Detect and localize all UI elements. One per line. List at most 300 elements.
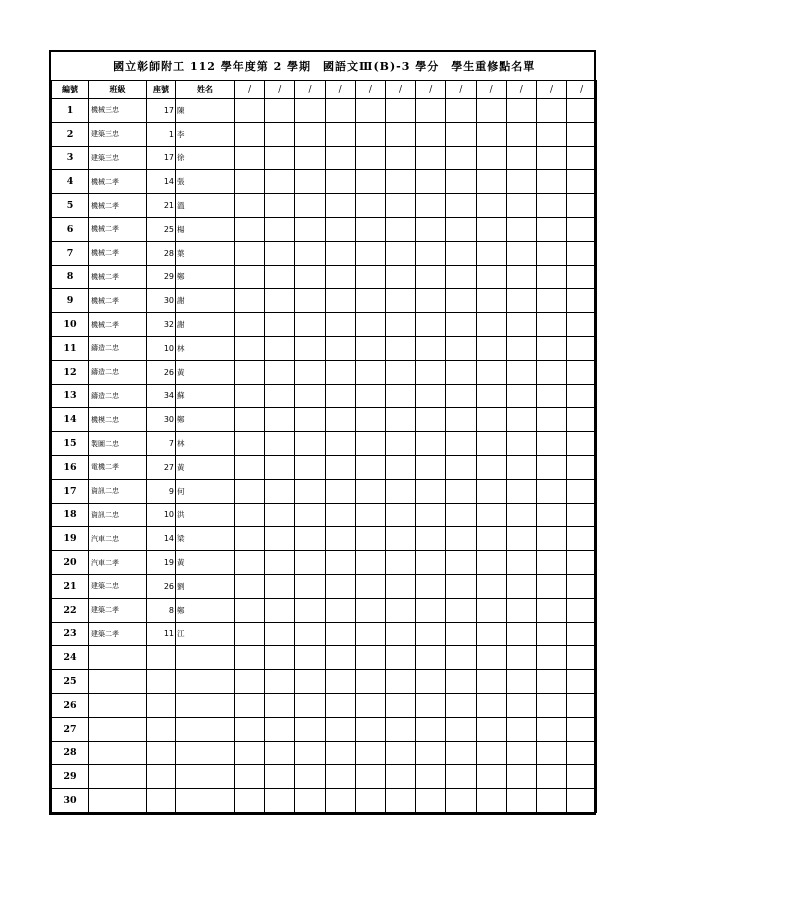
attendance-cell[interactable]	[295, 503, 325, 527]
attendance-cell[interactable]	[235, 574, 265, 598]
attendance-cell[interactable]	[416, 670, 446, 694]
attendance-cell[interactable]	[446, 741, 476, 765]
attendance-cell[interactable]	[446, 217, 476, 241]
attendance-cell[interactable]	[355, 503, 385, 527]
attendance-cell[interactable]	[295, 408, 325, 432]
attendance-cell[interactable]	[355, 693, 385, 717]
attendance-cell[interactable]	[295, 789, 325, 813]
attendance-cell[interactable]	[235, 170, 265, 194]
attendance-cell[interactable]	[416, 622, 446, 646]
attendance-cell[interactable]	[476, 313, 506, 337]
attendance-cell[interactable]	[355, 194, 385, 218]
attendance-cell[interactable]	[567, 217, 597, 241]
attendance-cell[interactable]	[325, 146, 355, 170]
attendance-cell[interactable]	[476, 455, 506, 479]
attendance-cell[interactable]	[446, 789, 476, 813]
attendance-cell[interactable]	[265, 455, 295, 479]
attendance-cell[interactable]	[295, 384, 325, 408]
attendance-cell[interactable]	[476, 217, 506, 241]
attendance-cell[interactable]	[355, 455, 385, 479]
attendance-cell[interactable]	[235, 551, 265, 575]
attendance-cell[interactable]	[385, 194, 415, 218]
attendance-cell[interactable]	[235, 670, 265, 694]
attendance-cell[interactable]	[265, 217, 295, 241]
attendance-cell[interactable]	[446, 574, 476, 598]
attendance-cell[interactable]	[265, 122, 295, 146]
attendance-cell[interactable]	[355, 313, 385, 337]
attendance-cell[interactable]	[567, 408, 597, 432]
attendance-cell[interactable]	[416, 551, 446, 575]
attendance-cell[interactable]	[446, 432, 476, 456]
attendance-cell[interactable]	[476, 289, 506, 313]
attendance-cell[interactable]	[355, 527, 385, 551]
attendance-cell[interactable]	[235, 527, 265, 551]
attendance-cell[interactable]	[295, 455, 325, 479]
attendance-cell[interactable]	[536, 646, 566, 670]
attendance-cell[interactable]	[325, 789, 355, 813]
attendance-cell[interactable]	[295, 289, 325, 313]
attendance-cell[interactable]	[385, 598, 415, 622]
attendance-cell[interactable]	[536, 693, 566, 717]
attendance-cell[interactable]	[265, 408, 295, 432]
attendance-cell[interactable]	[355, 122, 385, 146]
attendance-cell[interactable]	[385, 122, 415, 146]
attendance-cell[interactable]	[506, 432, 536, 456]
attendance-cell[interactable]	[476, 384, 506, 408]
attendance-cell[interactable]	[476, 503, 506, 527]
attendance-cell[interactable]	[446, 408, 476, 432]
attendance-cell[interactable]	[416, 170, 446, 194]
attendance-cell[interactable]	[567, 313, 597, 337]
attendance-cell[interactable]	[355, 360, 385, 384]
attendance-cell[interactable]	[567, 336, 597, 360]
attendance-cell[interactable]	[235, 265, 265, 289]
attendance-cell[interactable]	[536, 336, 566, 360]
attendance-cell[interactable]	[567, 693, 597, 717]
attendance-cell[interactable]	[476, 741, 506, 765]
attendance-cell[interactable]	[446, 289, 476, 313]
attendance-cell[interactable]	[416, 455, 446, 479]
attendance-cell[interactable]	[385, 789, 415, 813]
attendance-cell[interactable]	[385, 170, 415, 194]
attendance-cell[interactable]	[385, 551, 415, 575]
attendance-cell[interactable]	[235, 598, 265, 622]
attendance-cell[interactable]	[476, 574, 506, 598]
attendance-cell[interactable]	[506, 194, 536, 218]
attendance-cell[interactable]	[385, 384, 415, 408]
attendance-cell[interactable]	[536, 170, 566, 194]
attendance-cell[interactable]	[416, 527, 446, 551]
attendance-cell[interactable]	[506, 598, 536, 622]
attendance-cell[interactable]	[385, 265, 415, 289]
attendance-cell[interactable]	[506, 217, 536, 241]
attendance-cell[interactable]	[325, 170, 355, 194]
attendance-cell[interactable]	[536, 598, 566, 622]
attendance-cell[interactable]	[506, 646, 536, 670]
attendance-cell[interactable]	[567, 479, 597, 503]
attendance-cell[interactable]	[385, 503, 415, 527]
attendance-cell[interactable]	[476, 99, 506, 123]
attendance-cell[interactable]	[567, 527, 597, 551]
attendance-cell[interactable]	[235, 241, 265, 265]
attendance-cell[interactable]	[476, 336, 506, 360]
attendance-cell[interactable]	[295, 598, 325, 622]
attendance-cell[interactable]	[325, 670, 355, 694]
attendance-cell[interactable]	[235, 336, 265, 360]
attendance-cell[interactable]	[235, 146, 265, 170]
attendance-cell[interactable]	[416, 741, 446, 765]
attendance-cell[interactable]	[567, 241, 597, 265]
attendance-cell[interactable]	[325, 646, 355, 670]
attendance-cell[interactable]	[295, 241, 325, 265]
attendance-cell[interactable]	[355, 765, 385, 789]
attendance-cell[interactable]	[506, 313, 536, 337]
attendance-cell[interactable]	[265, 313, 295, 337]
attendance-cell[interactable]	[295, 313, 325, 337]
attendance-cell[interactable]	[536, 527, 566, 551]
attendance-cell[interactable]	[265, 646, 295, 670]
attendance-cell[interactable]	[567, 99, 597, 123]
attendance-cell[interactable]	[567, 670, 597, 694]
attendance-cell[interactable]	[385, 146, 415, 170]
attendance-cell[interactable]	[506, 717, 536, 741]
attendance-cell[interactable]	[536, 551, 566, 575]
attendance-cell[interactable]	[265, 598, 295, 622]
attendance-cell[interactable]	[295, 432, 325, 456]
attendance-cell[interactable]	[265, 336, 295, 360]
attendance-cell[interactable]	[265, 527, 295, 551]
attendance-cell[interactable]	[385, 455, 415, 479]
attendance-cell[interactable]	[506, 384, 536, 408]
attendance-cell[interactable]	[325, 384, 355, 408]
attendance-cell[interactable]	[265, 670, 295, 694]
attendance-cell[interactable]	[385, 479, 415, 503]
attendance-cell[interactable]	[325, 574, 355, 598]
attendance-cell[interactable]	[506, 289, 536, 313]
attendance-cell[interactable]	[476, 693, 506, 717]
attendance-cell[interactable]	[476, 646, 506, 670]
attendance-cell[interactable]	[476, 122, 506, 146]
attendance-cell[interactable]	[385, 313, 415, 337]
attendance-cell[interactable]	[325, 217, 355, 241]
attendance-cell[interactable]	[567, 598, 597, 622]
attendance-cell[interactable]	[506, 455, 536, 479]
attendance-cell[interactable]	[325, 765, 355, 789]
attendance-cell[interactable]	[416, 360, 446, 384]
attendance-cell[interactable]	[355, 479, 385, 503]
attendance-cell[interactable]	[446, 313, 476, 337]
attendance-cell[interactable]	[446, 717, 476, 741]
attendance-cell[interactable]	[265, 99, 295, 123]
attendance-cell[interactable]	[446, 765, 476, 789]
attendance-cell[interactable]	[235, 289, 265, 313]
attendance-cell[interactable]	[235, 455, 265, 479]
attendance-cell[interactable]	[567, 432, 597, 456]
attendance-cell[interactable]	[506, 741, 536, 765]
attendance-cell[interactable]	[385, 741, 415, 765]
attendance-cell[interactable]	[536, 574, 566, 598]
attendance-cell[interactable]	[446, 455, 476, 479]
attendance-cell[interactable]	[235, 313, 265, 337]
attendance-cell[interactable]	[265, 194, 295, 218]
attendance-cell[interactable]	[476, 479, 506, 503]
attendance-cell[interactable]	[416, 789, 446, 813]
attendance-cell[interactable]	[235, 479, 265, 503]
attendance-cell[interactable]	[385, 527, 415, 551]
attendance-cell[interactable]	[416, 146, 446, 170]
attendance-cell[interactable]	[325, 551, 355, 575]
attendance-cell[interactable]	[416, 194, 446, 218]
attendance-cell[interactable]	[536, 717, 566, 741]
attendance-cell[interactable]	[265, 741, 295, 765]
attendance-cell[interactable]	[536, 289, 566, 313]
attendance-cell[interactable]	[385, 765, 415, 789]
attendance-cell[interactable]	[325, 99, 355, 123]
attendance-cell[interactable]	[265, 574, 295, 598]
attendance-cell[interactable]	[536, 408, 566, 432]
attendance-cell[interactable]	[325, 265, 355, 289]
attendance-cell[interactable]	[235, 99, 265, 123]
attendance-cell[interactable]	[265, 289, 295, 313]
attendance-cell[interactable]	[355, 408, 385, 432]
attendance-cell[interactable]	[235, 122, 265, 146]
attendance-cell[interactable]	[355, 789, 385, 813]
attendance-cell[interactable]	[355, 170, 385, 194]
attendance-cell[interactable]	[536, 789, 566, 813]
attendance-cell[interactable]	[355, 717, 385, 741]
attendance-cell[interactable]	[325, 741, 355, 765]
attendance-cell[interactable]	[416, 479, 446, 503]
attendance-cell[interactable]	[446, 122, 476, 146]
attendance-cell[interactable]	[567, 384, 597, 408]
attendance-cell[interactable]	[416, 765, 446, 789]
attendance-cell[interactable]	[476, 670, 506, 694]
attendance-cell[interactable]	[536, 122, 566, 146]
attendance-cell[interactable]	[265, 360, 295, 384]
attendance-cell[interactable]	[446, 479, 476, 503]
attendance-cell[interactable]	[235, 693, 265, 717]
attendance-cell[interactable]	[385, 574, 415, 598]
attendance-cell[interactable]	[506, 693, 536, 717]
attendance-cell[interactable]	[385, 670, 415, 694]
attendance-cell[interactable]	[325, 598, 355, 622]
attendance-cell[interactable]	[385, 360, 415, 384]
attendance-cell[interactable]	[567, 122, 597, 146]
attendance-cell[interactable]	[325, 455, 355, 479]
attendance-cell[interactable]	[506, 527, 536, 551]
attendance-cell[interactable]	[536, 765, 566, 789]
attendance-cell[interactable]	[567, 194, 597, 218]
attendance-cell[interactable]	[265, 432, 295, 456]
attendance-cell[interactable]	[385, 336, 415, 360]
attendance-cell[interactable]	[325, 289, 355, 313]
attendance-cell[interactable]	[416, 574, 446, 598]
attendance-cell[interactable]	[235, 717, 265, 741]
attendance-cell[interactable]	[536, 194, 566, 218]
attendance-cell[interactable]	[446, 693, 476, 717]
attendance-cell[interactable]	[567, 265, 597, 289]
attendance-cell[interactable]	[265, 693, 295, 717]
attendance-cell[interactable]	[295, 693, 325, 717]
attendance-cell[interactable]	[385, 622, 415, 646]
attendance-cell[interactable]	[295, 646, 325, 670]
attendance-cell[interactable]	[446, 598, 476, 622]
attendance-cell[interactable]	[325, 693, 355, 717]
attendance-cell[interactable]	[325, 241, 355, 265]
attendance-cell[interactable]	[536, 241, 566, 265]
attendance-cell[interactable]	[476, 170, 506, 194]
attendance-cell[interactable]	[235, 408, 265, 432]
attendance-cell[interactable]	[265, 717, 295, 741]
attendance-cell[interactable]	[416, 598, 446, 622]
attendance-cell[interactable]	[476, 194, 506, 218]
attendance-cell[interactable]	[295, 574, 325, 598]
attendance-cell[interactable]	[325, 717, 355, 741]
attendance-cell[interactable]	[355, 384, 385, 408]
attendance-cell[interactable]	[506, 574, 536, 598]
attendance-cell[interactable]	[385, 217, 415, 241]
attendance-cell[interactable]	[416, 336, 446, 360]
attendance-cell[interactable]	[476, 717, 506, 741]
attendance-cell[interactable]	[235, 194, 265, 218]
attendance-cell[interactable]	[536, 265, 566, 289]
attendance-cell[interactable]	[325, 313, 355, 337]
attendance-cell[interactable]	[235, 622, 265, 646]
attendance-cell[interactable]	[446, 670, 476, 694]
attendance-cell[interactable]	[416, 217, 446, 241]
attendance-cell[interactable]	[295, 551, 325, 575]
attendance-cell[interactable]	[325, 408, 355, 432]
attendance-cell[interactable]	[416, 693, 446, 717]
attendance-cell[interactable]	[295, 265, 325, 289]
attendance-cell[interactable]	[355, 741, 385, 765]
attendance-cell[interactable]	[235, 384, 265, 408]
attendance-cell[interactable]	[506, 146, 536, 170]
attendance-cell[interactable]	[536, 99, 566, 123]
attendance-cell[interactable]	[385, 408, 415, 432]
attendance-cell[interactable]	[235, 789, 265, 813]
attendance-cell[interactable]	[325, 336, 355, 360]
attendance-cell[interactable]	[506, 765, 536, 789]
attendance-cell[interactable]	[265, 765, 295, 789]
attendance-cell[interactable]	[416, 717, 446, 741]
attendance-cell[interactable]	[506, 503, 536, 527]
attendance-cell[interactable]	[265, 146, 295, 170]
attendance-cell[interactable]	[355, 432, 385, 456]
attendance-cell[interactable]	[446, 194, 476, 218]
attendance-cell[interactable]	[295, 360, 325, 384]
attendance-cell[interactable]	[355, 622, 385, 646]
attendance-cell[interactable]	[295, 170, 325, 194]
attendance-cell[interactable]	[446, 527, 476, 551]
attendance-cell[interactable]	[325, 122, 355, 146]
attendance-cell[interactable]	[536, 503, 566, 527]
attendance-cell[interactable]	[506, 670, 536, 694]
attendance-cell[interactable]	[265, 170, 295, 194]
attendance-cell[interactable]	[355, 265, 385, 289]
attendance-cell[interactable]	[325, 503, 355, 527]
attendance-cell[interactable]	[355, 598, 385, 622]
attendance-cell[interactable]	[476, 360, 506, 384]
attendance-cell[interactable]	[325, 479, 355, 503]
attendance-cell[interactable]	[416, 432, 446, 456]
attendance-cell[interactable]	[355, 336, 385, 360]
attendance-cell[interactable]	[355, 289, 385, 313]
attendance-cell[interactable]	[385, 717, 415, 741]
attendance-cell[interactable]	[506, 122, 536, 146]
attendance-cell[interactable]	[416, 313, 446, 337]
attendance-cell[interactable]	[295, 122, 325, 146]
attendance-cell[interactable]	[446, 622, 476, 646]
attendance-cell[interactable]	[295, 741, 325, 765]
attendance-cell[interactable]	[506, 551, 536, 575]
attendance-cell[interactable]	[446, 384, 476, 408]
attendance-cell[interactable]	[536, 622, 566, 646]
attendance-cell[interactable]	[355, 146, 385, 170]
attendance-cell[interactable]	[355, 241, 385, 265]
attendance-cell[interactable]	[506, 170, 536, 194]
attendance-cell[interactable]	[536, 146, 566, 170]
attendance-cell[interactable]	[416, 646, 446, 670]
attendance-cell[interactable]	[446, 551, 476, 575]
attendance-cell[interactable]	[325, 432, 355, 456]
attendance-cell[interactable]	[446, 265, 476, 289]
attendance-cell[interactable]	[506, 622, 536, 646]
attendance-cell[interactable]	[235, 765, 265, 789]
attendance-cell[interactable]	[295, 99, 325, 123]
attendance-cell[interactable]	[476, 527, 506, 551]
attendance-cell[interactable]	[476, 789, 506, 813]
attendance-cell[interactable]	[265, 551, 295, 575]
attendance-cell[interactable]	[567, 622, 597, 646]
attendance-cell[interactable]	[567, 646, 597, 670]
attendance-cell[interactable]	[325, 527, 355, 551]
attendance-cell[interactable]	[295, 622, 325, 646]
attendance-cell[interactable]	[567, 360, 597, 384]
attendance-cell[interactable]	[567, 146, 597, 170]
attendance-cell[interactable]	[536, 217, 566, 241]
attendance-cell[interactable]	[476, 408, 506, 432]
attendance-cell[interactable]	[355, 646, 385, 670]
attendance-cell[interactable]	[536, 455, 566, 479]
attendance-cell[interactable]	[295, 479, 325, 503]
attendance-cell[interactable]	[295, 194, 325, 218]
attendance-cell[interactable]	[385, 241, 415, 265]
attendance-cell[interactable]	[476, 265, 506, 289]
attendance-cell[interactable]	[235, 503, 265, 527]
attendance-cell[interactable]	[325, 360, 355, 384]
attendance-cell[interactable]	[476, 241, 506, 265]
attendance-cell[interactable]	[567, 574, 597, 598]
attendance-cell[interactable]	[476, 622, 506, 646]
attendance-cell[interactable]	[235, 360, 265, 384]
attendance-cell[interactable]	[446, 503, 476, 527]
attendance-cell[interactable]	[416, 241, 446, 265]
attendance-cell[interactable]	[295, 717, 325, 741]
attendance-cell[interactable]	[385, 99, 415, 123]
attendance-cell[interactable]	[385, 289, 415, 313]
attendance-cell[interactable]	[446, 360, 476, 384]
attendance-cell[interactable]	[265, 789, 295, 813]
attendance-cell[interactable]	[416, 384, 446, 408]
attendance-cell[interactable]	[235, 741, 265, 765]
attendance-cell[interactable]	[536, 360, 566, 384]
attendance-cell[interactable]	[355, 574, 385, 598]
attendance-cell[interactable]	[446, 170, 476, 194]
attendance-cell[interactable]	[295, 146, 325, 170]
attendance-cell[interactable]	[506, 265, 536, 289]
attendance-cell[interactable]	[295, 527, 325, 551]
